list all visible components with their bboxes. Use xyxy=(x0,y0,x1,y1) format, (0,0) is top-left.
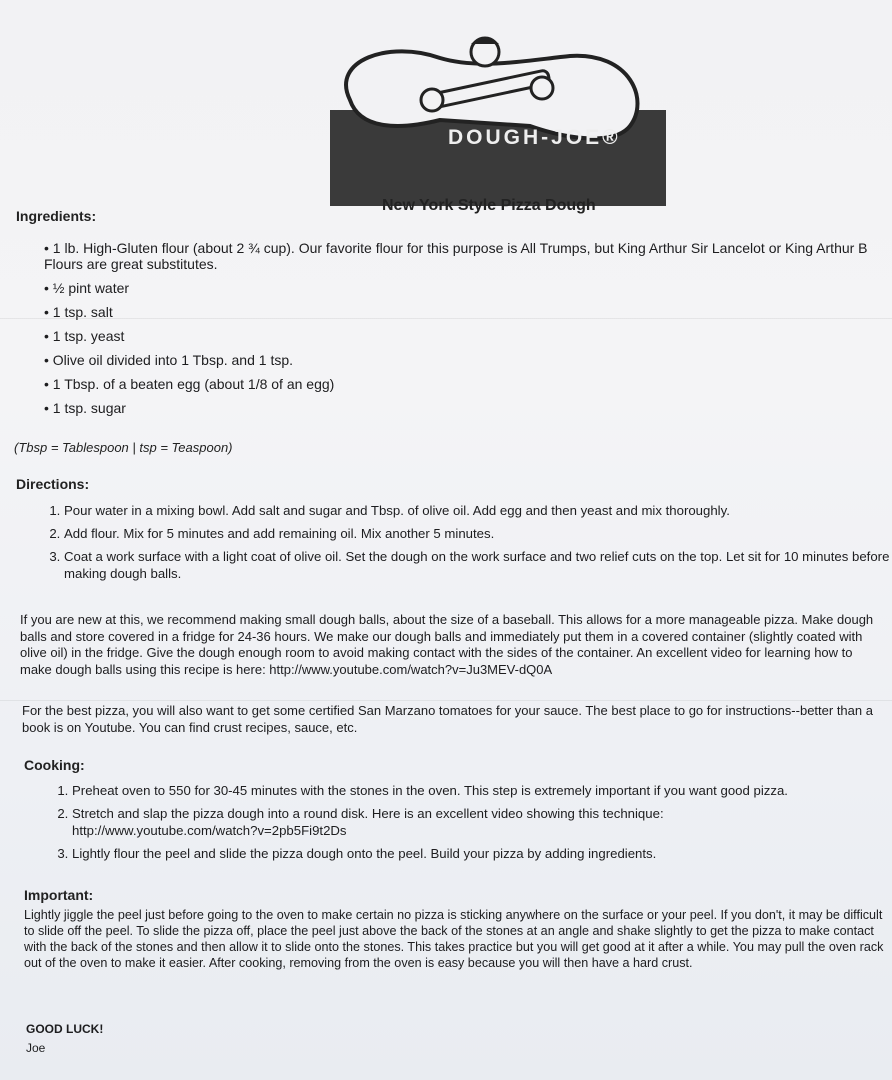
direction-step: 1. Pour water in a mixing bowl. Add salt and sugar and Tbsp. of olive oil. Add egg and then yeast and mix thoroughly. xyxy=(64,502,892,519)
dough-ball-paragraph: If you are new at this, we recommend making small dough balls, about the size of a baseball. This allows for a more manageable pizza. Make dough balls and store covered in a fridge for 24-36 hours. We make our dough balls and immediately put them in a covered container (slightly coated with olive oil) in the fridge. Give the dough enough room to avoid making contact with the sides of the container. An excellent video for learning how to make dough balls using this recipe is here: http://www.youtube.com/watch?v=Ju3MEV-dQ0A xyxy=(20,612,874,677)
cooking-list xyxy=(52,782,872,868)
cooking-heading: Cooking: xyxy=(24,757,85,773)
directions-heading: Directions: xyxy=(16,476,90,492)
ingredients-heading: Ingredients: xyxy=(16,208,97,224)
directions-list xyxy=(44,502,892,588)
important-heading: Important: xyxy=(24,887,94,903)
ingredient-item: • 1 tsp. salt xyxy=(44,304,890,320)
ingredient-item: • ½ pint water xyxy=(44,280,890,296)
ingredient-item: • 1 tsp. sugar xyxy=(44,400,890,416)
page-title: New York Style Pizza Dough xyxy=(382,197,596,214)
ingredient-item: • 1 tsp. yeast xyxy=(44,328,890,344)
units-note: (Tbsp = Tablespoon | tsp = Teaspoon) xyxy=(14,440,233,455)
direction-step: 2. Add flour. Mix for 5 minutes and add remaining oil. Mix another 5 minutes. xyxy=(64,525,892,542)
dough-joe-logo xyxy=(330,30,670,210)
cooking-step: 1. Preheat oven to 550 for 30-45 minutes with the stones in the oven. This step is extremely important if you want good pizza. xyxy=(72,782,872,799)
important-paragraph: Lightly jiggle the peel just before going to the oven to make certain no pizza is sticking anywhere on the surface or your peel. If you don't, it may be difficult to slide off the peel. To slide the pizza off, place the peel just above the back of the stones at an angle and shake slightly to get the pizza to make contact with the back of the stones and then allow it to slide onto the stones. This takes practice but you will get good at it after a while. You may pull the oven rack out of the oven to make it easier. After cooking, removing from the oven is easy because you will then have a hard crust. xyxy=(24,908,884,970)
signature-name: Joe xyxy=(26,1041,46,1055)
ingredient-item: • 1 lb. High-Gluten flour (about 2 ¾ cup). Our favorite flour for this purpose is All Trumps, but King Arthur Sir Lancelot or King Arthur B Flours are great substitutes. xyxy=(44,240,890,272)
logo-wordmark: DOUGH-JOE® xyxy=(448,126,621,149)
ingredients-list xyxy=(44,240,890,424)
tomatoes-paragraph: For the best pizza, you will also want to get some certified San Marzano tomatoes for your sauce. The best place to go for instructions--better than a book is on Youtube. You can find crust recipes, sauce, etc. xyxy=(22,703,873,735)
ingredient-item: • Olive oil divided into 1 Tbsp. and 1 tsp. xyxy=(44,352,890,368)
good-luck-text: GOOD LUCK! xyxy=(26,1022,104,1036)
direction-step: 3. Coat a work surface with a light coat of olive oil. Set the dough on the work surface and two relief cuts on the top. Let sit for 10 minutes before making dough balls. xyxy=(64,548,892,582)
cooking-step: 2. Stretch and slap the pizza dough into a round disk. Here is an excellent video showing this technique: http://www.youtube.com/watch?v=2pb5Fi9t2Ds xyxy=(72,805,672,839)
cooking-step: 3. Lightly flour the peel and slide the pizza dough onto the peel. Build your pizza by adding ingredients. xyxy=(72,845,872,862)
paper-fold xyxy=(0,700,892,701)
ingredient-item: • 1 Tbsp. of a beaten egg (about 1/8 of an egg) xyxy=(44,376,890,392)
logo-graphic xyxy=(330,30,670,210)
